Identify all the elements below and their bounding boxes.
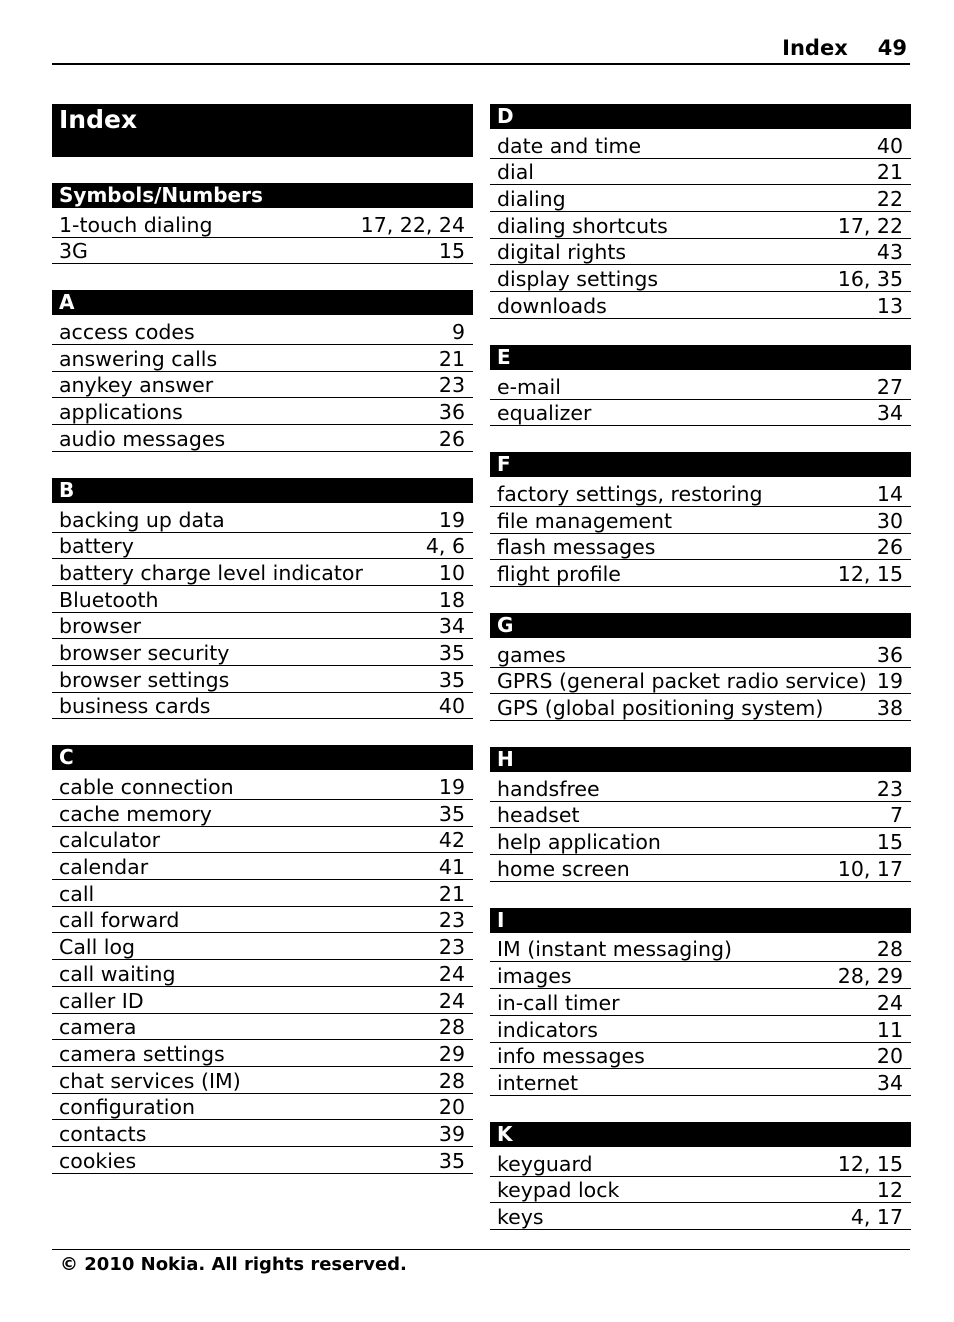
entry-pages: 34 bbox=[876, 1070, 903, 1095]
index-entry bbox=[52, 506, 473, 533]
index-entry bbox=[490, 1069, 911, 1096]
entry-term: battery charge level indicator bbox=[59, 560, 363, 585]
index-entry bbox=[52, 238, 473, 265]
entry-pages: 17, 22, 24 bbox=[360, 212, 465, 237]
entry-pages: 19 bbox=[438, 775, 465, 799]
entry-term: 3G bbox=[59, 239, 88, 264]
entry-term: date and time bbox=[497, 133, 642, 158]
entry-term: battery bbox=[59, 534, 134, 559]
index-column-right bbox=[490, 104, 911, 1256]
entry-term: dialing shortcuts bbox=[497, 213, 668, 238]
entry-term: in-call timer bbox=[497, 990, 620, 1015]
index-entry bbox=[52, 827, 473, 854]
entry-term: flash messages bbox=[497, 535, 656, 560]
entry-pages: 15 bbox=[876, 830, 903, 855]
index-entry bbox=[490, 507, 911, 534]
index-entry bbox=[490, 1203, 911, 1230]
entry-term: access codes bbox=[59, 320, 195, 345]
entry-pages: 40 bbox=[876, 133, 903, 158]
index-entry bbox=[52, 533, 473, 560]
index-entry bbox=[490, 185, 911, 212]
index-entry bbox=[490, 560, 911, 587]
section-heading: F bbox=[490, 452, 911, 477]
index-section bbox=[490, 747, 911, 882]
index-entry bbox=[490, 802, 911, 829]
entry-pages: 28, 29 bbox=[837, 964, 903, 989]
index-section bbox=[490, 1122, 911, 1230]
entry-pages: 35 bbox=[438, 667, 465, 692]
entry-pages: 12, 15 bbox=[837, 1151, 903, 1176]
index-entry bbox=[52, 933, 473, 960]
entry-pages: 38 bbox=[876, 696, 903, 720]
entry-pages: 30 bbox=[876, 508, 903, 533]
index-section bbox=[52, 290, 473, 451]
entry-term: Call log bbox=[59, 935, 136, 960]
entry-term: browser bbox=[59, 614, 142, 639]
entry-pages: 23 bbox=[438, 935, 465, 960]
index-entry bbox=[490, 1177, 911, 1204]
entry-pages: 29 bbox=[438, 1041, 465, 1066]
entry-term: equalizer bbox=[497, 401, 592, 426]
entry-pages: 19 bbox=[438, 507, 465, 532]
entry-pages: 28 bbox=[438, 1068, 465, 1093]
page-number: 49 bbox=[877, 36, 907, 60]
page-footer bbox=[52, 1249, 910, 1275]
index-entry bbox=[490, 936, 911, 963]
entry-term: help application bbox=[497, 830, 661, 855]
entry-pages: 35 bbox=[438, 640, 465, 665]
index-entry bbox=[52, 425, 473, 452]
entry-pages: 39 bbox=[438, 1121, 465, 1146]
index-entry bbox=[52, 907, 473, 934]
entry-term: dialing bbox=[497, 187, 566, 212]
entry-term: anykey answer bbox=[59, 373, 214, 398]
entry-term: factory settings, restoring bbox=[497, 481, 763, 506]
entry-term: cable connection bbox=[59, 775, 234, 799]
entry-term: indicators bbox=[497, 1017, 598, 1042]
entry-term: e-mail bbox=[497, 374, 561, 399]
entry-pages: 34 bbox=[876, 401, 903, 426]
entry-pages: 36 bbox=[438, 400, 465, 425]
entry-pages: 9 bbox=[451, 320, 465, 345]
entry-term: call waiting bbox=[59, 961, 176, 986]
index-entry bbox=[52, 586, 473, 613]
entry-pages: 17, 22 bbox=[837, 213, 903, 238]
index-entry bbox=[490, 132, 911, 159]
entry-pages: 4, 6 bbox=[425, 534, 465, 559]
entry-pages: 24 bbox=[876, 990, 903, 1015]
entry-term: camera settings bbox=[59, 1041, 225, 1066]
index-entry bbox=[490, 855, 911, 882]
index-title: Index bbox=[52, 104, 473, 157]
entry-term: cache memory bbox=[59, 801, 212, 826]
index-entry bbox=[490, 400, 911, 427]
index-entry bbox=[52, 1147, 473, 1174]
section-heading: A bbox=[52, 290, 473, 315]
entry-pages: 42 bbox=[438, 828, 465, 853]
index-entry bbox=[490, 265, 911, 292]
entry-term: contacts bbox=[59, 1121, 147, 1146]
entry-term: caller ID bbox=[59, 988, 144, 1013]
entry-pages: 7 bbox=[889, 803, 903, 828]
index-entry bbox=[52, 1014, 473, 1041]
entry-term: digital rights bbox=[497, 240, 627, 265]
index-entry bbox=[52, 987, 473, 1014]
entry-pages: 28 bbox=[438, 1015, 465, 1040]
entry-term: calendar bbox=[59, 855, 149, 880]
entry-term: handsfree bbox=[497, 776, 600, 801]
entry-term: dial bbox=[497, 160, 534, 185]
entry-pages: 12 bbox=[876, 1178, 903, 1203]
entry-pages: 36 bbox=[876, 642, 903, 667]
entry-pages: 21 bbox=[876, 160, 903, 185]
index-entry bbox=[52, 559, 473, 586]
entry-term: keyguard bbox=[497, 1151, 593, 1176]
index-entry bbox=[490, 694, 911, 721]
section-heading: I bbox=[490, 908, 911, 933]
index-section bbox=[490, 452, 911, 587]
header-title: Index bbox=[782, 36, 848, 60]
index-entry bbox=[52, 800, 473, 827]
entry-term: headset bbox=[497, 803, 580, 828]
section-heading: H bbox=[490, 747, 911, 772]
index-entry bbox=[490, 641, 911, 668]
entry-pages: 26 bbox=[438, 426, 465, 451]
entry-pages: 12, 15 bbox=[837, 561, 903, 586]
index-entry bbox=[52, 1120, 473, 1147]
entry-term: cookies bbox=[59, 1148, 137, 1173]
entry-pages: 24 bbox=[438, 988, 465, 1013]
entry-term: games bbox=[497, 642, 566, 667]
entry-term: configuration bbox=[59, 1095, 195, 1120]
entry-term: GPRS (general packet radio service) bbox=[497, 669, 867, 694]
entry-term: calculator bbox=[59, 828, 161, 853]
section-heading: B bbox=[52, 478, 473, 503]
entry-term: images bbox=[497, 964, 572, 989]
entry-pages: 27 bbox=[876, 374, 903, 399]
index-entry bbox=[52, 345, 473, 372]
index-entry bbox=[52, 773, 473, 800]
index-column-left bbox=[52, 104, 473, 1200]
index-entry bbox=[52, 1040, 473, 1067]
entry-term: browser settings bbox=[59, 667, 230, 692]
entry-term: audio messages bbox=[59, 426, 226, 451]
page-header bbox=[52, 36, 910, 65]
index-entry bbox=[490, 373, 911, 400]
entry-pages: 35 bbox=[438, 1148, 465, 1173]
section-heading: Symbols/Numbers bbox=[52, 183, 473, 208]
index-entry bbox=[490, 828, 911, 855]
entry-term: display settings bbox=[497, 267, 659, 292]
index-entry bbox=[490, 534, 911, 561]
entry-pages: 16, 35 bbox=[837, 267, 903, 292]
index-entry bbox=[52, 666, 473, 693]
entry-term: Bluetooth bbox=[59, 587, 159, 612]
index-entry bbox=[490, 480, 911, 507]
index-section bbox=[490, 613, 911, 721]
index-entry bbox=[52, 853, 473, 880]
index-entry bbox=[490, 1150, 911, 1177]
entry-pages: 22 bbox=[876, 187, 903, 212]
index-section bbox=[52, 183, 473, 264]
index-entry bbox=[490, 668, 911, 695]
entry-pages: 23 bbox=[438, 908, 465, 933]
entry-term: browser security bbox=[59, 640, 230, 665]
index-entry bbox=[52, 318, 473, 345]
index-section bbox=[52, 745, 473, 1173]
index-entry bbox=[52, 1094, 473, 1121]
index-entry bbox=[52, 880, 473, 907]
index-section bbox=[52, 478, 473, 720]
index-entry bbox=[52, 613, 473, 640]
entry-pages: 20 bbox=[876, 1044, 903, 1069]
section-heading: K bbox=[490, 1122, 911, 1147]
entry-pages: 28 bbox=[876, 937, 903, 962]
entry-pages: 40 bbox=[438, 694, 465, 719]
entry-term: call forward bbox=[59, 908, 180, 933]
index-section bbox=[490, 908, 911, 1096]
index-entry bbox=[52, 211, 473, 238]
entry-pages: 21 bbox=[438, 346, 465, 371]
entry-pages: 4, 17 bbox=[850, 1204, 903, 1229]
index-entry bbox=[52, 1067, 473, 1094]
index-entry bbox=[490, 775, 911, 802]
entry-term: business cards bbox=[59, 694, 211, 719]
entry-pages: 21 bbox=[438, 881, 465, 906]
index-entry bbox=[52, 693, 473, 720]
index-section bbox=[490, 345, 911, 426]
copyright-text: © 2010 Nokia. All rights reserved. bbox=[60, 1254, 407, 1275]
entry-term: info messages bbox=[497, 1044, 645, 1069]
entry-term: camera bbox=[59, 1015, 137, 1040]
section-heading: G bbox=[490, 613, 911, 638]
section-heading: D bbox=[490, 104, 911, 129]
index-entry bbox=[490, 1043, 911, 1070]
entry-pages: 34 bbox=[438, 614, 465, 639]
entry-term: keys bbox=[497, 1204, 544, 1229]
entry-pages: 14 bbox=[876, 481, 903, 506]
entry-pages: 23 bbox=[438, 373, 465, 398]
index-entry bbox=[52, 639, 473, 666]
entry-term: keypad lock bbox=[497, 1178, 620, 1203]
section-heading: E bbox=[490, 345, 911, 370]
entry-pages: 41 bbox=[438, 855, 465, 880]
entry-term: internet bbox=[497, 1070, 579, 1095]
index-entry bbox=[490, 1016, 911, 1043]
index-entry bbox=[52, 372, 473, 399]
index-section bbox=[490, 104, 911, 319]
entry-pages: 19 bbox=[876, 669, 903, 694]
entry-pages: 20 bbox=[438, 1095, 465, 1120]
index-entry bbox=[490, 159, 911, 186]
index-entry bbox=[490, 962, 911, 989]
entry-pages: 24 bbox=[438, 961, 465, 986]
entry-term: applications bbox=[59, 400, 183, 425]
entry-pages: 43 bbox=[876, 240, 903, 265]
section-heading: C bbox=[52, 745, 473, 770]
index-entry bbox=[490, 212, 911, 239]
entry-term: chat services (IM) bbox=[59, 1068, 241, 1093]
entry-term: IM (instant messaging) bbox=[497, 937, 732, 962]
entry-pages: 10 bbox=[438, 560, 465, 585]
index-entry bbox=[52, 960, 473, 987]
entry-pages: 35 bbox=[438, 801, 465, 826]
entry-term: flight profile bbox=[497, 561, 621, 586]
entry-pages: 10, 17 bbox=[837, 856, 903, 881]
entry-term: call bbox=[59, 881, 95, 906]
entry-term: answering calls bbox=[59, 346, 218, 371]
entry-term: file management bbox=[497, 508, 673, 533]
entry-term: downloads bbox=[497, 293, 607, 318]
entry-term: home screen bbox=[497, 856, 630, 881]
entry-pages: 15 bbox=[438, 239, 465, 264]
entry-pages: 26 bbox=[876, 535, 903, 560]
entry-pages: 23 bbox=[876, 776, 903, 801]
entry-pages: 13 bbox=[876, 293, 903, 318]
entry-pages: 11 bbox=[876, 1017, 903, 1042]
entry-term: backing up data bbox=[59, 507, 225, 532]
entry-term: 1-touch dialing bbox=[59, 212, 213, 237]
index-entry bbox=[52, 398, 473, 425]
entry-pages: 18 bbox=[438, 587, 465, 612]
index-entry bbox=[490, 989, 911, 1016]
entry-term: GPS (global positioning system) bbox=[497, 696, 824, 720]
index-entry bbox=[490, 292, 911, 319]
index-entry bbox=[490, 239, 911, 266]
